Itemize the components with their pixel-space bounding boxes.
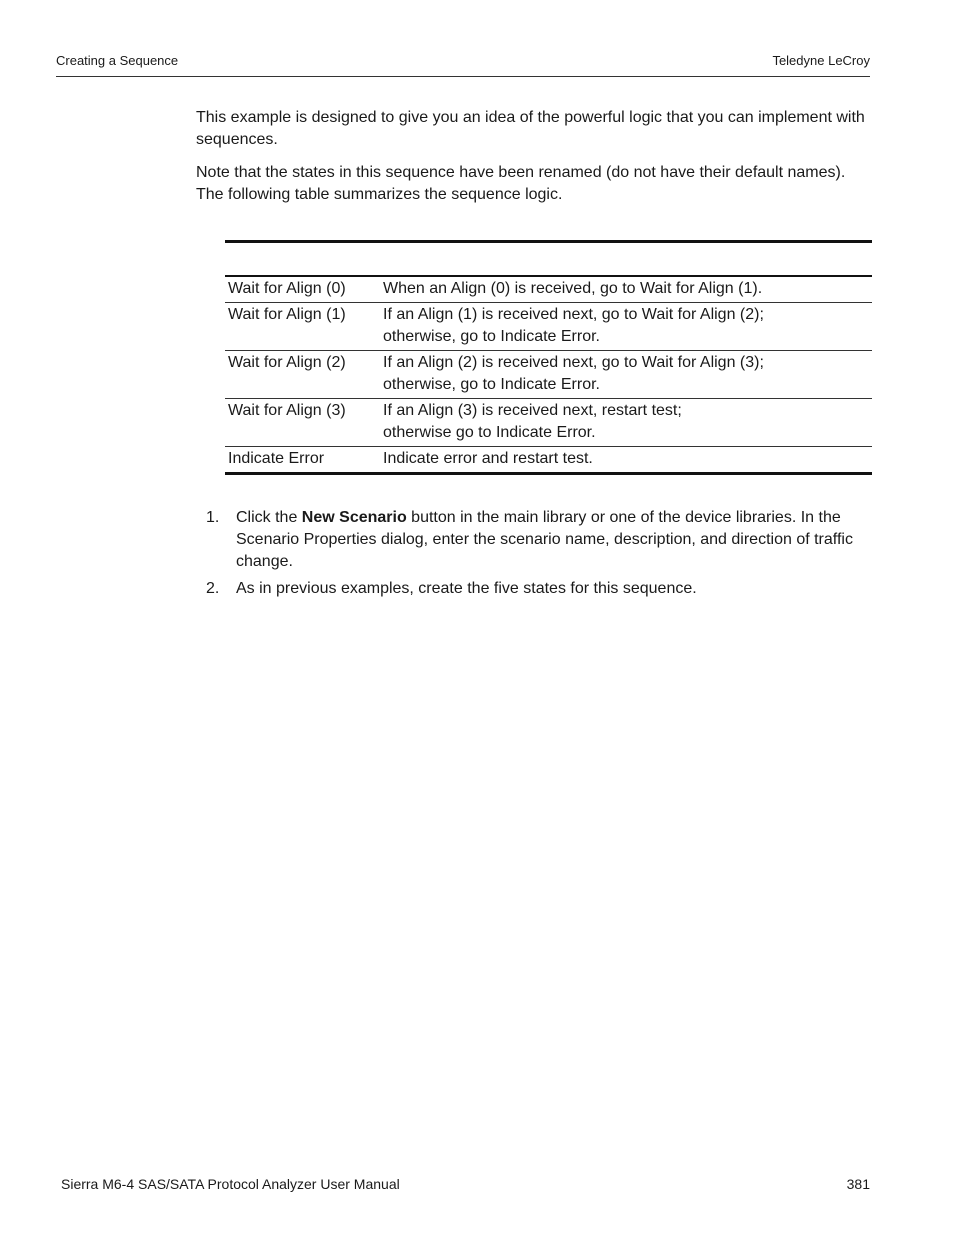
intro-text [196,107,872,217]
step-text [236,507,872,573]
step-text-part: As in previous examples, create the five states for this sequence. [236,580,697,597]
description-line: If an Align (1) is received next, go to Wait for Align (2); [383,306,764,323]
step-text-bold: New Scenario [301,509,407,526]
table-row [225,446,872,472]
list-item [206,578,872,600]
footer-manual-title: Sierra M6-4 SAS/SATA Protocol Analyzer User Manual [61,1176,400,1192]
step-text-part: button in the main library or one of the device libraries. In the Scenario Properties dialog, enter the scenario name, description, and direction of traffic change. [236,509,853,570]
description-line: When an Align (0) is received, go to Wait for Align (1). [383,280,763,297]
state-description [383,400,872,444]
description-line: otherwise go to Indicate Error. [383,424,596,441]
state-description [383,352,872,396]
state-description [383,278,872,300]
header-company: Teledyne LeCroy [772,53,870,68]
table-row [225,302,872,350]
state-name: Wait for Align (1) [228,306,346,323]
description-line: Indicate error and restart test. [383,450,593,467]
page-number: 381 [846,1176,870,1192]
header-section-title: Creating a Sequence [56,53,179,68]
step-number: 1. [206,509,220,526]
intro-paragraph: Note that the states in this sequence have been renamed (do not have their default names). The following table summarizes the sequence logic. [196,164,846,203]
table-row [225,398,872,446]
procedure-steps [206,507,872,605]
page-footer [61,1176,870,1192]
table-row [225,350,872,398]
state-description [383,304,872,348]
description-line: otherwise, go to Indicate Error. [383,328,600,345]
description-line: If an Align (2) is received next, go to Wait for Align (3); [383,354,764,371]
state-name: Indicate Error [228,450,325,467]
list-item [206,507,872,573]
state-name: Wait for Align (3) [228,402,346,419]
description-line: If an Align (3) is received next, restart test; [383,402,682,419]
step-number: 2. [206,580,220,597]
table-row [225,277,872,302]
state-name: Wait for Align (0) [228,280,346,297]
step-text [236,578,872,600]
table-header [225,243,872,277]
step-text-part: Click the [236,509,302,526]
state-description [383,448,872,470]
state-name: Wait for Align (2) [228,354,346,371]
sequence-logic-table [225,240,872,475]
intro-paragraph: This example is designed to give you an idea of the powerful logic that you can implement with sequences. [196,109,865,148]
page-header [56,52,870,77]
description-line: otherwise, go to Indicate Error. [383,376,600,393]
